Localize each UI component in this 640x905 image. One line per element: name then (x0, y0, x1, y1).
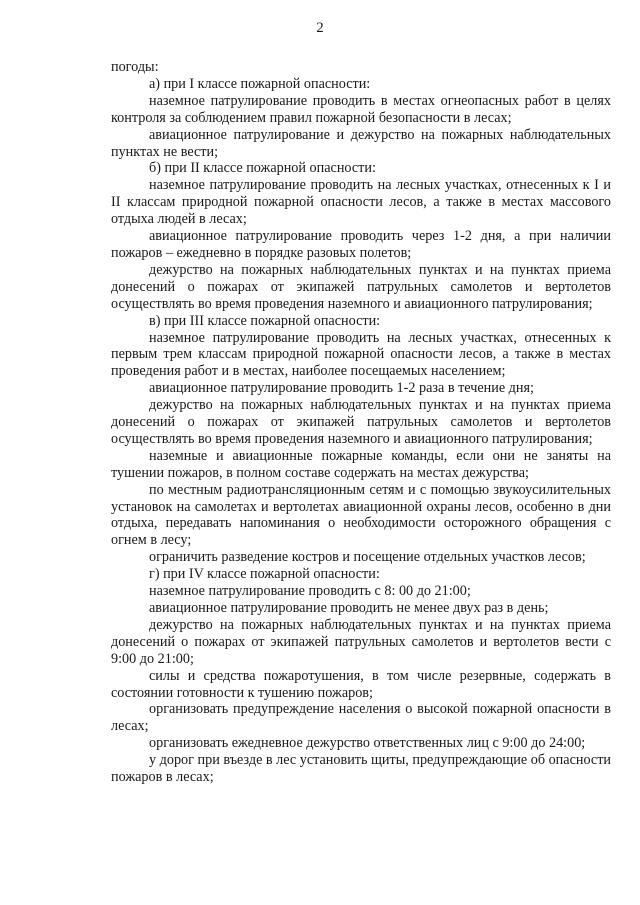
paragraph: наземное патрулирование проводить на лесных участках, отнесенных к первым трем классам природной пожарной опасности лесов, а также в местах проведения работ и в местах, наиболее посещаемых населением; (111, 329, 611, 380)
paragraph: в) при III классе пожарной опасности: (149, 312, 381, 329)
paragraph: дежурство на пожарных наблюдательных пунктах и на пунктах приема донесений о пожарах от экипажей патрульных самолетов и вертолетов вести с 9:00 до 21:00; (111, 616, 611, 667)
paragraph: силы и средства пожаротушения, в том числе резервные, содержать в состоянии готовности к тушению пожаров; (111, 667, 611, 701)
paragraph: ограничить разведение костров и посещение отдельных участков лесов; (149, 549, 586, 566)
paragraph: г) при IV классе пожарной опасности: (149, 566, 380, 583)
paragraph: у дорог при въезде в лес установить щиты, предупреждающие об опасности пожаров в лесах; (111, 752, 611, 786)
paragraph: дежурство на пожарных наблюдательных пунктах и на пунктах приема донесений о пожарах от экипажей патрульных самолетов и вертолетов осуществлять во время проведения наземного и авиационного патрулирования; (111, 397, 611, 447)
paragraph: наземное патрулирование проводить с 8: 00 до 21:00; (149, 583, 471, 600)
paragraph: организовать ежедневное дежурство ответственных лиц с 9:00 до 24:00; (149, 735, 586, 752)
document-body (111, 59, 611, 786)
page-number: 2 (316, 20, 324, 36)
paragraph: организовать предупреждение населения о высокой пожарной опасности в лесах; (111, 701, 611, 735)
paragraph: погоды: (111, 59, 159, 75)
paragraph: наземное патрулирование проводить в местах огнеопасных работ в целях контроля за соблюдением правил пожарной безопасности в лесах; (111, 92, 611, 126)
paragraph: авиационное патрулирование и дежурство на пожарных наблюдательных пунктах не вести; (111, 126, 611, 160)
paragraph: наземные и авиационные пожарные команды, если они не заняты на тушении пожаров, в полном составе содержать на местах дежурства; (111, 447, 611, 481)
paragraph: б) при II классе пожарной опасности: (149, 160, 376, 177)
paragraph: дежурство на пожарных наблюдательных пунктах и на пунктах приема донесений о пожарах от экипажей патрульных самолетов и вертолетов осуществлять во время проведения наземного и авиационного патрулирования; (111, 261, 611, 312)
paragraph: по местным радиотрансляционным сетям и с помощью звукоусилительных установок на самолетах и вертолетах авиационной охраны лесов, особенно в дни отдыха, передавать напоминания о необходимости осторожного обращения с огнем в лесу; (111, 481, 611, 549)
paragraph: авиационное патрулирование проводить 1-2 раза в течение дня; (149, 380, 534, 397)
paragraph: авиационное патрулирование проводить не менее двух раз в день; (149, 600, 549, 616)
paragraph: а) при I классе пожарной опасности: (149, 75, 371, 92)
paragraph: авиационное патрулирование проводить через 1-2 дня, а при наличии пожаров – ежедневно в порядке разовых полетов; (111, 228, 611, 261)
paragraph: наземное патрулирование проводить на лесных участках, отнесенных к I и II классам природной пожарной опасности лесов, а также в местах массового отдыха людей в лесах; (111, 177, 611, 228)
